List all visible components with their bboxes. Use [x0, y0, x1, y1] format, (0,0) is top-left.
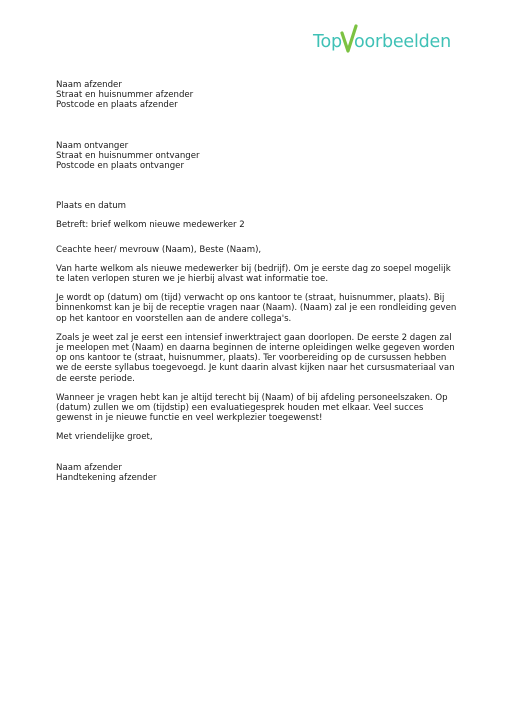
- topvoorbeelden-logo: [313, 30, 451, 54]
- paragraph-line: (datum) zullen we om (tijdstip) een evaluatiegesprek houden met elkaar. Veel succes: [56, 403, 424, 414]
- sender-name: Naam afzender: [56, 80, 122, 90]
- recipient-name: Naam ontvanger: [56, 140, 129, 151]
- paragraph-line: Wanneer je vragen hebt kan je altijd terecht bij (Naam) of bij afdeling personeelszaken. Op: [56, 392, 448, 403]
- place-date: Plaats en datum: [56, 201, 127, 212]
- letter-body: [56, 80, 456, 483]
- check-v-icon: [342, 30, 355, 54]
- signature-block: [56, 463, 456, 483]
- paragraph-line: binnenkomst kan je bij de receptie vragen naar (Naam). (Naam) zal je een rondleiding geven: [56, 303, 457, 314]
- paragraph-line: Zoals je weet zal je eerst een intensief inwerktraject gaan doorlopen. De eerste 2 dagen zal: [56, 332, 452, 343]
- paragraph-line: je meelopen met (Naam) en daarna beginnen de interne opleidingen welke gegeven worden: [56, 343, 455, 354]
- paragraph-first-day: [56, 293, 456, 324]
- paragraph-training: [56, 333, 456, 384]
- paragraph-line: we de eerste syllabus toegevoegd. Je kunt daarin alvast kijken naar het cursusmateriaal van: [56, 363, 455, 374]
- paragraph-line: gewenst in je nieuwe functie en veel werkplezier toegewenst!: [56, 413, 323, 424]
- paragraph-line: Je wordt op (datum) om (tijd) verwacht op ons kantoor te (straat, huisnummer, plaats). Bij: [56, 293, 445, 304]
- sender-postcode: Postcode en plaats afzender: [56, 100, 178, 111]
- signature-name: Naam afzender: [56, 462, 122, 473]
- paragraph-line: Van harte welkom als nieuwe medewerker bij (bedrijf). Om je eerste dag zo soepel mogelijk: [56, 263, 451, 274]
- signature-line: Handtekening afzender: [56, 472, 157, 483]
- logo-text-oorbeelden: oorbeelden: [353, 32, 452, 52]
- logo-text-top: Top: [313, 32, 342, 52]
- subject-line: Betreft: brief welkom nieuwe medewerker 2: [56, 220, 245, 231]
- paragraph-line: de eerste periode.: [56, 373, 135, 384]
- sender-address: [56, 80, 456, 111]
- recipient-street: Straat en huisnummer ontvanger: [56, 150, 200, 161]
- paragraph-line: op het kantoor en voorstellen aan de andere collega's.: [56, 313, 292, 324]
- closing: Met vriendelijke groet,: [56, 432, 153, 443]
- paragraph-line: te laten verlopen sturen we je hierbij alvast wat informatie toe.: [56, 274, 329, 285]
- recipient-address: [56, 141, 456, 172]
- paragraph-line: op ons kantoor te (straat, huisnummer, plaats). Ter voorbereiding op de cursussen hebben: [56, 353, 447, 364]
- paragraph-welcome: [56, 264, 456, 284]
- recipient-postcode: Postcode en plaats ontvanger: [56, 161, 185, 172]
- sender-street: Straat en huisnummer afzender: [56, 90, 194, 101]
- paragraph-questions: [56, 393, 456, 424]
- salutation: Ceachte heer/ mevrouw (Naam), Beste (Naam),: [56, 244, 262, 255]
